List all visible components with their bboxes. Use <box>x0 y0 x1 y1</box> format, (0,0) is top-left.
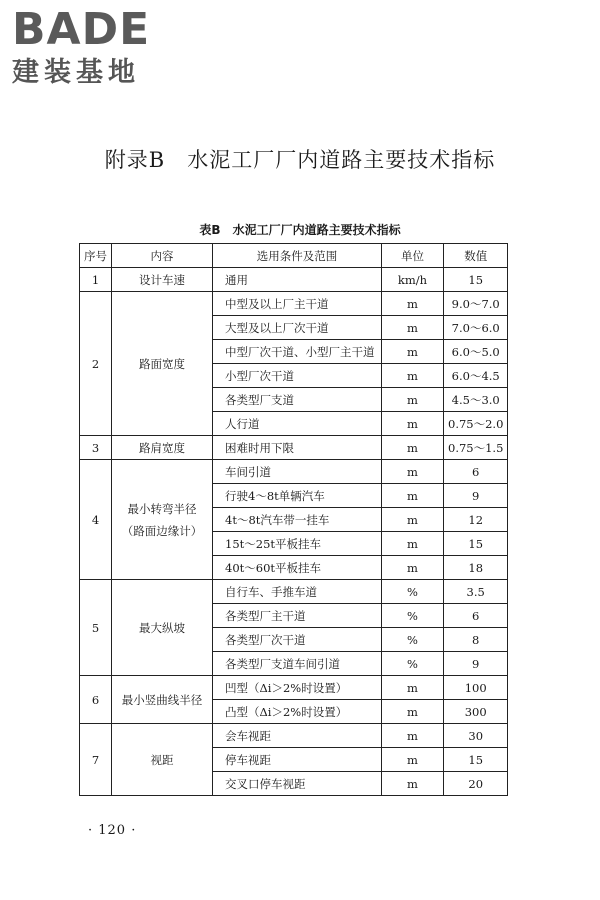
content-cell <box>112 460 213 580</box>
content-cell <box>112 724 213 796</box>
table-row <box>80 676 508 700</box>
table-row <box>80 436 508 460</box>
condition-cell: 困难时用下限 <box>213 436 382 460</box>
condition-cell: 各类型厂支道 <box>213 388 382 412</box>
value-cell: 6.0～4.5 <box>444 364 508 388</box>
value-cell: 9 <box>444 484 508 508</box>
value-cell: 300 <box>444 700 508 724</box>
unit-cell: m <box>382 292 444 316</box>
unit-cell: m <box>382 340 444 364</box>
condition-cell: 会车视距 <box>213 724 382 748</box>
condition-cell: 中型厂次干道、小型厂主干道 <box>213 340 382 364</box>
unit-cell: m <box>382 484 444 508</box>
condition-cell: 车间引道 <box>213 460 382 484</box>
condition-cell: 各类型厂支道车间引道 <box>213 652 382 676</box>
row-number-cell: 7 <box>80 724 112 796</box>
value-cell: 9 <box>444 652 508 676</box>
logo-subtitle: 建装基地 <box>12 57 140 88</box>
header-value: 数值 <box>444 244 508 268</box>
condition-cell: 各类型厂主干道 <box>213 604 382 628</box>
row-number-cell: 5 <box>80 580 112 676</box>
unit-cell: m <box>382 364 444 388</box>
unit-cell: m <box>382 724 444 748</box>
condition-cell: 大型及以上厂次干道 <box>213 316 382 340</box>
condition-cell: 4t～8t汽车带一挂车 <box>213 508 382 532</box>
brand-logo <box>12 6 182 88</box>
content-cell <box>112 436 213 460</box>
value-cell: 100 <box>444 676 508 700</box>
header-no: 序号 <box>80 244 112 268</box>
value-cell: 6 <box>444 604 508 628</box>
content-label: 视距 <box>150 752 174 767</box>
table-row <box>80 268 508 292</box>
content-label: 最小竖曲线半径 <box>121 692 203 707</box>
value-cell: 15 <box>444 748 508 772</box>
unit-cell: m <box>382 532 444 556</box>
content-cell <box>112 580 213 676</box>
unit-cell: m <box>382 748 444 772</box>
unit-cell: m <box>382 436 444 460</box>
table-row <box>80 724 508 748</box>
condition-cell: 行驶4～8t单辆汽车 <box>213 484 382 508</box>
spec-table <box>79 243 508 796</box>
row-number-cell: 4 <box>80 460 112 580</box>
content-label: 最大纵坡 <box>139 620 185 635</box>
condition-cell: 40t～60t平板挂车 <box>213 556 382 580</box>
value-cell: 3.5 <box>444 580 508 604</box>
logo-wordmark: BADE <box>12 4 151 55</box>
content-cell <box>112 676 213 724</box>
content-cell <box>112 268 213 292</box>
unit-cell: % <box>382 652 444 676</box>
condition-cell: 交叉口停车视距 <box>213 772 382 796</box>
condition-cell: 15t～25t平板挂车 <box>213 532 382 556</box>
unit-cell: % <box>382 628 444 652</box>
content-label: 最小转弯半径 <box>127 501 197 516</box>
value-cell: 15 <box>444 268 508 292</box>
value-cell: 0.75～1.5 <box>444 436 508 460</box>
value-cell: 0.75～2.0 <box>444 412 508 436</box>
condition-cell: 凹型（Δi＞2%时设置） <box>213 676 382 700</box>
value-cell: 4.5～3.0 <box>444 388 508 412</box>
condition-cell: 自行车、手推车道 <box>213 580 382 604</box>
row-number-cell: 1 <box>80 268 112 292</box>
content-label: 路肩宽度 <box>139 440 185 455</box>
unit-cell: m <box>382 508 444 532</box>
value-cell: 6 <box>444 460 508 484</box>
value-cell: 9.0～7.0 <box>444 292 508 316</box>
unit-cell: km/h <box>382 268 444 292</box>
condition-cell: 小型厂次干道 <box>213 364 382 388</box>
condition-cell: 通用 <box>213 268 382 292</box>
row-number-cell: 6 <box>80 676 112 724</box>
unit-cell: % <box>382 580 444 604</box>
value-cell: 20 <box>444 772 508 796</box>
value-cell: 18 <box>444 556 508 580</box>
unit-cell: m <box>382 316 444 340</box>
table-caption: 表B 水泥工厂厂内道路主要技术指标 <box>199 223 401 237</box>
content-cell <box>112 292 213 436</box>
unit-cell: m <box>382 676 444 700</box>
header-content: 内容 <box>112 244 213 268</box>
content-label: 设计车速 <box>139 272 185 287</box>
row-number-cell: 3 <box>80 436 112 460</box>
unit-cell: m <box>382 772 444 796</box>
unit-cell: m <box>382 460 444 484</box>
appendix-title: 附录B 水泥工厂厂内道路主要技术指标 <box>104 148 496 172</box>
unit-cell: m <box>382 412 444 436</box>
value-cell: 6.0～5.0 <box>444 340 508 364</box>
content-label: 路面宽度 <box>139 356 185 371</box>
condition-cell: 各类型厂次干道 <box>213 628 382 652</box>
row-number-cell: 2 <box>80 292 112 436</box>
value-cell: 7.0～6.0 <box>444 316 508 340</box>
table-body <box>80 268 508 796</box>
condition-cell: 中型及以上厂主干道 <box>213 292 382 316</box>
table-header-row <box>80 244 508 268</box>
condition-cell: 凸型（Δi＞2%时设置） <box>213 700 382 724</box>
condition-cell: 人行道 <box>213 412 382 436</box>
table-row <box>80 292 508 316</box>
header-unit: 单位 <box>382 244 444 268</box>
value-cell: 15 <box>444 532 508 556</box>
content-sublabel: （路面边缘计） <box>121 523 203 538</box>
page-number: · 120 · <box>88 823 137 838</box>
unit-cell: m <box>382 388 444 412</box>
table-row <box>80 460 508 484</box>
unit-cell: m <box>382 700 444 724</box>
value-cell: 8 <box>444 628 508 652</box>
value-cell: 12 <box>444 508 508 532</box>
unit-cell: m <box>382 556 444 580</box>
value-cell: 30 <box>444 724 508 748</box>
condition-cell: 停车视距 <box>213 748 382 772</box>
table-row <box>80 580 508 604</box>
unit-cell: % <box>382 604 444 628</box>
header-condition: 选用条件及范围 <box>213 244 382 268</box>
